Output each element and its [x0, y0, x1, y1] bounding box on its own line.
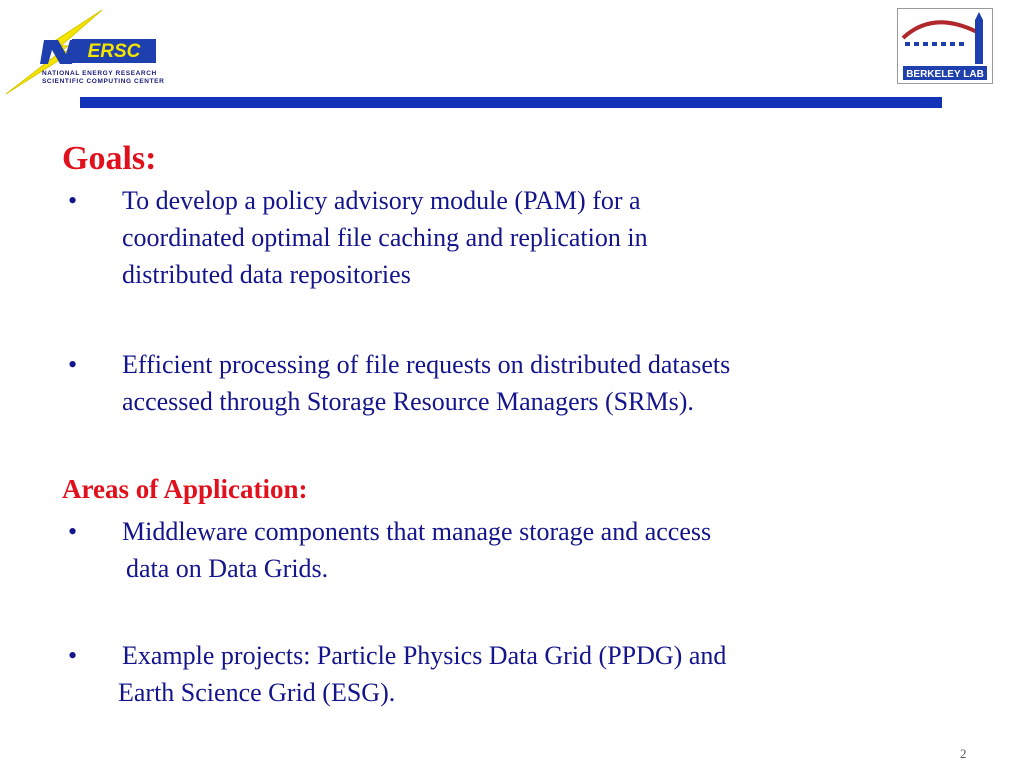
page-number: 2 — [960, 746, 967, 761]
header-divider — [80, 97, 942, 108]
bullet-text-line: distributed data repositories — [122, 260, 411, 289]
bullet-text-line: Example projects: Particle Physics Data Grid (PPDG) and — [122, 641, 727, 670]
goals-heading: Goals: — [62, 140, 157, 177]
goal-bullet-2 — [68, 346, 968, 420]
bullet-icon: • — [68, 350, 78, 379]
goal-bullet-1 — [68, 182, 968, 293]
bullet-text-line: Efficient processing of file requests on distributed datasets — [122, 350, 731, 379]
bullet-icon: • — [68, 517, 78, 546]
areas-heading: Areas of Application: — [62, 474, 308, 504]
area-bullet-1 — [68, 513, 968, 587]
area-bullet-2 — [68, 637, 968, 711]
nersc-tagline: NATIONAL ENERGY RESEARCH SCIENTIFIC COMPUTING CENTER — [42, 70, 165, 85]
berkeley-lab-logo — [897, 8, 993, 84]
bullet-text-line: coordinated optimal file caching and replication in — [122, 223, 648, 252]
bullet-text-line: accessed through Storage Resource Managers (SRMs). — [122, 387, 694, 416]
bullet-text-line: To develop a policy advisory module (PAM) for a — [122, 186, 641, 215]
bullet-icon: • — [68, 641, 78, 670]
campanile-tower-icon — [975, 12, 983, 64]
bullet-icon: • — [68, 186, 78, 215]
nersc-wordmark: ERSC — [87, 41, 141, 62]
bullet-text-line: Middleware components that manage storage and access — [122, 517, 712, 546]
bullet-text-line: Earth Science Grid (ESG). — [118, 678, 396, 707]
bullet-text-line: data on Data Grids. — [126, 554, 329, 583]
berkeley-lab-wordmark: BERKELEY LAB — [906, 69, 984, 80]
